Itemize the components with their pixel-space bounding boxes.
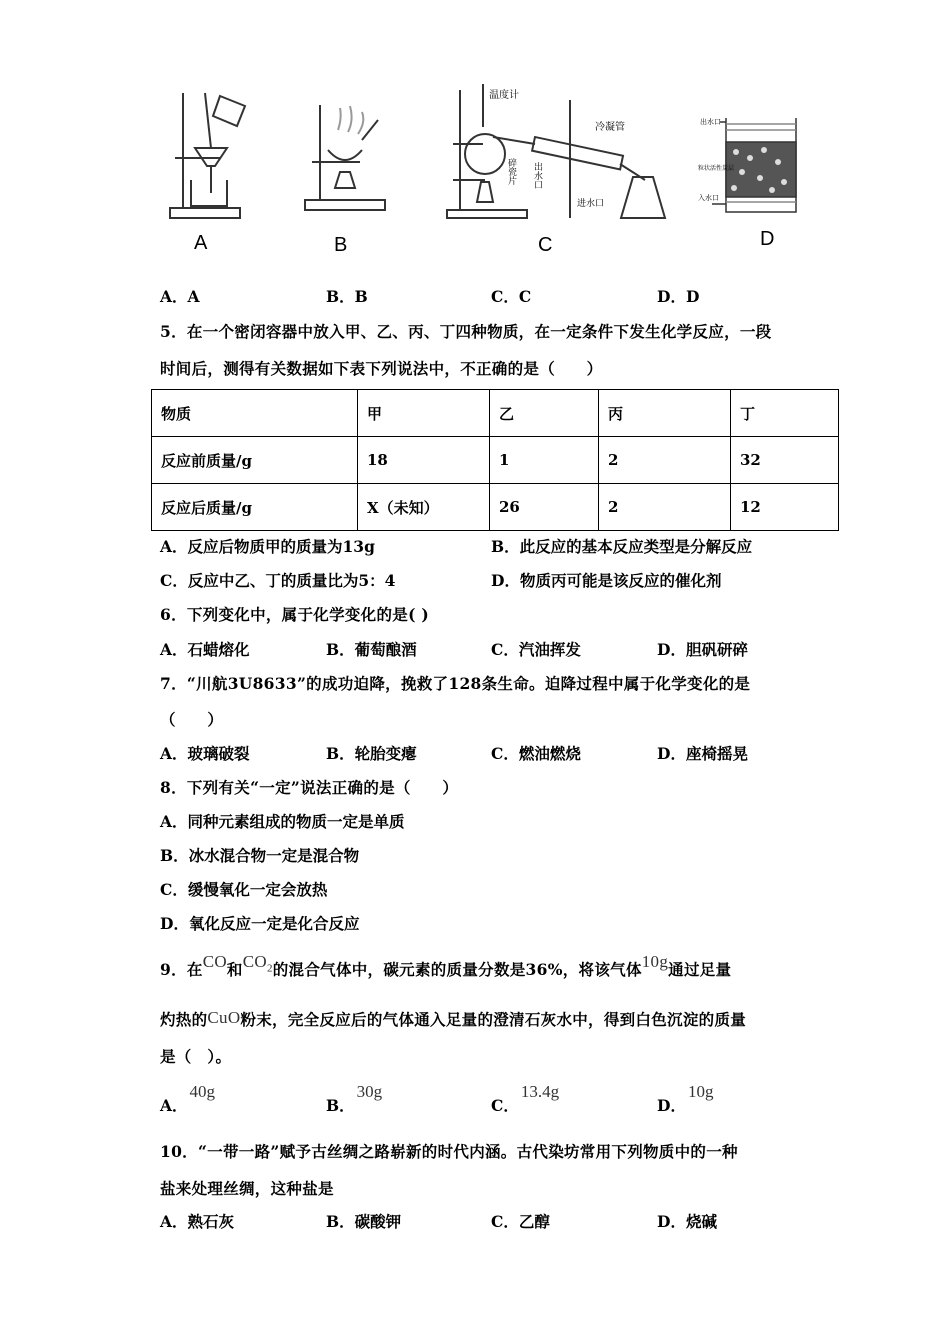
table-cell: 反应后质量/g xyxy=(152,484,358,531)
q9-stem-line2 xyxy=(160,1008,746,1030)
q5-option-b[interactable]: B．此反应的基本反应类型是分解反应 xyxy=(491,537,753,556)
q8-option-b[interactable]: B．冰水混合物一定是混合物 xyxy=(160,846,360,865)
table-cell: 丁 xyxy=(731,390,839,437)
q7-option-c[interactable]: C．燃油燃烧 xyxy=(491,744,581,763)
option-letter: C． xyxy=(491,1096,519,1115)
formula-co: CO xyxy=(202,952,227,971)
q5-option-c[interactable]: C．反应中乙、丁的质量比为5：4 xyxy=(160,571,396,590)
figure-a-filtration xyxy=(165,88,255,228)
q9-text: 和 xyxy=(226,960,243,979)
q5-stem-line1: 5．在一个密闭容器中放入甲、乙、丙、丁四种物质，在一定条件下发生化学反应，一段 xyxy=(160,322,772,341)
table-cell: 物质 xyxy=(152,390,358,437)
q4-option-d[interactable]: D．D xyxy=(657,287,700,306)
q9-text: 通过足量 xyxy=(668,960,732,979)
label-water-out: 出水口 xyxy=(532,162,542,189)
q6-option-c[interactable]: C．汽油挥发 xyxy=(491,640,581,659)
formula-co2 xyxy=(242,952,273,975)
q10-option-c[interactable]: C．乙醇 xyxy=(491,1212,550,1231)
q7-stem-line1: 7．“川航3U8633”的成功迫降，挽救了128条生命。迫降过程中属于化学变化的是 xyxy=(160,674,751,693)
figure-b-evaporation xyxy=(300,100,395,220)
table-cell: 2 xyxy=(599,484,731,531)
q10-stem-line1: 10．“一带一路”赋予古丝绸之路崭新的时代内涵。古代染坊常用下列物质中的一种 xyxy=(160,1142,738,1161)
table-row xyxy=(152,390,839,437)
formula-co2-sub: 2 xyxy=(266,962,273,975)
q10-option-a[interactable]: A．熟石灰 xyxy=(160,1212,235,1231)
q10-option-b[interactable]: B．碳酸钾 xyxy=(326,1212,402,1231)
q7-option-d[interactable]: D．座椅摇晃 xyxy=(657,744,748,763)
option-value: 13.4g xyxy=(520,1082,560,1101)
option-letter: A． xyxy=(160,1096,188,1115)
table-cell: 反应前质量/g xyxy=(152,437,358,484)
q9-text: 9．在 xyxy=(160,960,203,979)
q10-option-d[interactable]: D．烧碱 xyxy=(657,1212,717,1231)
q6-option-d[interactable]: D．胆矾研碎 xyxy=(657,640,748,659)
label-water-in: 进水口 xyxy=(577,199,605,209)
table-cell: 18 xyxy=(358,437,490,484)
table-cell: 32 xyxy=(731,437,839,484)
q10-stem-line2: 盐来处理丝绸，这种盐是 xyxy=(160,1179,334,1198)
q5-option-a[interactable]: A．反应后物质甲的质量为13g xyxy=(160,537,375,556)
table-cell: 2 xyxy=(599,437,731,484)
q8-option-a[interactable]: A．同种元素组成的物质一定是单质 xyxy=(160,812,405,831)
table-cell: 26 xyxy=(490,484,599,531)
table-cell: 1 xyxy=(490,437,599,484)
option-letter: B． xyxy=(326,1096,355,1115)
option-value: 10g xyxy=(687,1082,714,1101)
formula-cuo: CuO xyxy=(207,1008,241,1027)
table-row xyxy=(152,437,839,484)
label-condenser: 冷凝管 xyxy=(595,122,625,133)
table-cell: 乙 xyxy=(490,390,599,437)
q9-option-a[interactable] xyxy=(160,1082,216,1116)
option-value: 30g xyxy=(356,1082,383,1101)
figure-label-c: C xyxy=(538,234,553,256)
label-d-water-out: 出水口 xyxy=(700,118,721,126)
q4-option-c[interactable]: C．C xyxy=(491,287,532,306)
q8-option-c[interactable]: C．缓慢氧化一定会放热 xyxy=(160,880,328,899)
option-value: 40g xyxy=(189,1082,216,1101)
q6-stem: 6．下列变化中，属于化学变化的是( ) xyxy=(160,605,430,624)
q9-option-c[interactable] xyxy=(491,1082,560,1116)
q6-option-a[interactable]: A．石蜡熔化 xyxy=(160,640,250,659)
table-cell: 丙 xyxy=(599,390,731,437)
label-d-activated: 粒状活性炭层 xyxy=(698,165,735,172)
q9-text: 的混合气体中，碳元素的质量分数是36%，将该气体 xyxy=(272,960,642,979)
q5-stem-line2: 时间后，测得有关数据如下表下列说法中，不正确的是（ ） xyxy=(160,359,603,378)
table-cell: 甲 xyxy=(358,390,490,437)
q9-text: 灼热的 xyxy=(160,1010,208,1029)
q9-option-d[interactable] xyxy=(657,1082,714,1116)
label-d-water-in: 入水口 xyxy=(698,194,719,202)
label-chips: 碎瓷片 xyxy=(506,158,516,185)
formula-co2-base: CO xyxy=(242,952,267,971)
q4-option-a[interactable]: A．A xyxy=(160,287,200,306)
option-letter: D． xyxy=(657,1096,686,1115)
q9-text: 粉末，完全反应后的气体通入足量的澄清石灰水中，得到白色沉淀的质量 xyxy=(240,1010,747,1029)
figure-d-water-purifier xyxy=(698,112,803,222)
q6-option-b[interactable]: B．葡萄酿酒 xyxy=(326,640,417,659)
figure-label-a: A xyxy=(194,232,208,254)
q9-stem-line3: 是（ ）。 xyxy=(160,1047,232,1066)
q5-option-d[interactable]: D．物质丙可能是该反应的催化剂 xyxy=(491,571,722,590)
q7-stem-line2: （ ） xyxy=(160,710,224,729)
q9-stem-line1 xyxy=(160,952,732,982)
q7-option-a[interactable]: A．玻璃破裂 xyxy=(160,744,250,763)
q8-option-d[interactable]: D．氧化反应一定是化合反应 xyxy=(160,914,360,933)
label-thermometer: 温度计 xyxy=(489,90,519,101)
figure-c-distillation xyxy=(445,82,680,227)
q9-option-b[interactable] xyxy=(326,1082,383,1116)
gas-mass: 10g xyxy=(641,952,669,971)
figure-label-b: B xyxy=(334,234,348,256)
q8-stem: 8．下列有关“一定”说法正确的是（ ） xyxy=(160,778,459,797)
q4-option-b[interactable]: B．B xyxy=(326,287,368,306)
figure-label-d: D xyxy=(760,228,775,250)
q7-option-b[interactable]: B．轮胎变瘪 xyxy=(326,744,417,763)
table-row xyxy=(152,484,839,531)
table-cell: X（未知） xyxy=(358,484,490,531)
table-cell: 12 xyxy=(731,484,839,531)
q5-data-table xyxy=(151,389,839,531)
